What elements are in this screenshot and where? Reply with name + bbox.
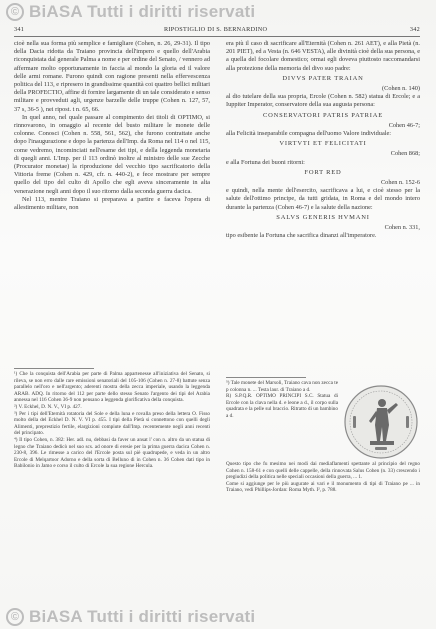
footnote: ⁴) Il tipo Cohen, n. 382: Her. adl. nu, debbasi da faver un ansat l' con n. altro da un statua di legno che Traiano dedicò nel suo scs. ad onore di eresie per la prima guerra dacica Cohen n. 230-8, 396. Le rimesse a carico del l'Ercole posta sul piè quadrupede, e veda in un altro Ercole di Melqartoor Adorno e della sorta di Belluno di in Cohen n. 36 Cohen dati tipo in Babilonio in Jamo e corso il culto di Ercole la sua regione Hercula. — [14, 436, 210, 470]
footnote-rule — [226, 377, 306, 378]
copyright-icon: © — [6, 608, 24, 626]
paragraph: al dio tutelare della sua propria, Ercole (Cohen n. 582) statua di Ercole; e a Iuppiter Imperator, conservatore della sua augusta persona: — [226, 93, 420, 109]
copyright-icon: © — [6, 3, 24, 21]
footnote: ¹) Che la conquista dell'Arabia per parte di Palma appartenesse all'iniziativa del Senato, si rileva, se non erro dalle rare emissioni senatoriali del 105-106 (Cohen n. 27-8) battute senza parallelo nell'oro e nell'argento; aderenti mostra della zecca imperiale, usando la leggenda ARAB. ADQ. In ritorno del 112 per parte dello stesso Senato l'argento dei tipi del Arabia annessa nel 116 Cohen 36-9 non pensano a leggenda glorificativa della conquista. — [14, 371, 210, 404]
coin-legend: FORT RED — [304, 168, 342, 176]
header-title: RIPOSTIGLIO DI S. BERNARDINO — [164, 26, 268, 33]
citation: Cohen n. 152-6 — [380, 179, 420, 187]
paragraph: e alla Fortuna dei buoni ritorni: — [226, 158, 305, 166]
coin-legend: SALVS GENERIS HVMANI — [276, 213, 370, 221]
header-rule — [14, 36, 420, 37]
coin-legend: DIVVS PATER TRAIAN — [282, 74, 364, 82]
footnote: ²) V. Eckhel, D. N. V., VI p. 427. — [14, 403, 82, 410]
coin-legend: CONSERVATORI PATRIS PATRIAE — [262, 111, 384, 119]
paragraph: In quel anno, nel quale passare al compimento dei titoli di OPTIMO, si rinnovarono, in omaggio al recente del busto militare le monete delle colonne. Conosci (Cohen n. 558, 561, 562), che furono contrattate anche dopo l'inaugurazione e dopo la partenza dell'Imp. da Roma nel 114 o nel 115, come vedremo, incominciati nell'esame dei tipi, e della leggenda monetaria di quegli anni. L'Imp. per il 113 ordinò inoltre al ministro delle sue Zecche (Procurator monetae) la riproduzione del vecchio tipo sacrificatorio della Vittoria freme (Cohen n. 429, cfr. n. 440-2), e fece mostrare per sempre quello del tipo del culto di Apollo che egli aveva sinceramente in alta venerazione negli anni dopo il suo ritorno dalla seconda guerra dacica. — [14, 113, 210, 195]
left-column — [14, 40, 210, 212]
paragraph: era più il caso di sacrificare all'Eternità (Cohen n. 261 AET), e alla Pietà (n. 201 PIET), ed a Vesta (n. 646 VESTA), alle divinità cioè della sua persona, e a quella del focolare domestico; ormai egli doveva piuttosto raccomandarsi alla protezione della memoria del divo suo padre: — [226, 40, 420, 72]
citation: Cohen 46-7; — [388, 121, 420, 129]
watermark-text: BiASA Tutti i diritti riservati — [29, 2, 256, 21]
footnote-rule — [14, 368, 94, 369]
footnotes-left — [14, 371, 210, 470]
watermark-bottom — [0, 605, 436, 629]
footnote: ³) Per i tipi dell'Eternità rotatoria del Sole e della luna e rovalla preso della lettera O. Fisso molto della del Eckhel D. N. V. VI p. 455. I tipi della Pietà si connettono con quelli degli Alimenti, preprestizio fertile, elargizioni compiute dall'Imp. recentemente negli anni recenti del principato. — [14, 410, 210, 437]
paragraph: e quindi, nella mente dell'esercito, sacrificava a lui, e cioè stesso per la salute dell'ottimo principe, da tutti gridata, in Roma e del mondo intero durante la partenza (Cohen 46-7) e la salute della nazione: — [226, 187, 420, 211]
running-header — [14, 22, 420, 36]
footnote: Come si aggiunge per le più augurate ai vari e il monumento di tipi di Traiano pe ... in Traiano, vedi Phillips-Jordan: Roma Myth. I², p. 788. — [226, 480, 420, 494]
page-number-left: 341 — [14, 26, 25, 33]
paragraph: tipo esibente la Fortuna che sacrifica dinanzi all'imperatore. — [226, 232, 377, 240]
footnote: ⁵) Tale monete del Marsoli, Traiano cava non zecca te p colonna n. ... Testa laur. di Traiano a d. — [226, 380, 338, 393]
watermark-top — [0, 0, 436, 24]
footnotes-right-top — [226, 380, 338, 420]
paragraph: cioè nella sua forma più semplice e famigliare (Cohen, n. 26, 29-31). Il tipo della Dacia ridotta da Traiano provincia dell'impero e quello dell'Arabia riconquistata dal generale Palma a nome e per ordine del Senato, / vennero ad affermare molto opportunamente in faccia al mondo la gloria ed il valore delle armi romane. Furono quindi con ragione presenti nella effervescenza politica del 113, e ripresero in grandissime quantità coi quattro bellici militari della PROFECTIO, affine di fornire largamente di un tale considerato e senso militare e provveduti agli, urgenze barzelle delle truppe (Cohen n. 127, 57, 37 s, 36-5 ), nei ripost. t n. 65, 66. — [14, 40, 210, 113]
citation: Cohen n. 331, — [384, 224, 420, 232]
citation: Cohen 868; — [390, 150, 420, 158]
coin-legend: VIRTVTI ET FELICITATI — [279, 140, 367, 148]
right-column — [226, 40, 420, 240]
coin-illustration — [342, 383, 420, 461]
paragraph: alla Felicità inseparabile compagna dell'uomo Valore individuale: — [226, 130, 392, 138]
footnotes-right-bottom — [226, 461, 420, 494]
watermark-text: BiASA Tutti i diritti riservati — [29, 607, 256, 626]
footnote: Questo tipo che fu mesimo nei modi dai mediaflamenti spettante al principio del regno Cohen n. 158-61 e con quelli delle cappelle, della rinnovata Salus Cohen (n. 33) crescendo i pregiudizi della politica nelle speciali occasioni della guerra, ... 1. — [226, 461, 420, 481]
footnote: R) S.P.Q.R. OPTIMO PRINCIPI S.C. Statua di Ercole con la clava nella d. e leone a d., il corpo sulla quadrata e la pelle sul braccio. Ritratto di un bambino a d. — [226, 393, 338, 419]
citation: (Cohen n. 140) — [382, 85, 420, 93]
paragraph: Nel 113, mentre Traiano si preparava a partire e faceva l'opera di allestimento militare, non — [14, 195, 210, 212]
page-number-right: 342 — [409, 26, 420, 33]
